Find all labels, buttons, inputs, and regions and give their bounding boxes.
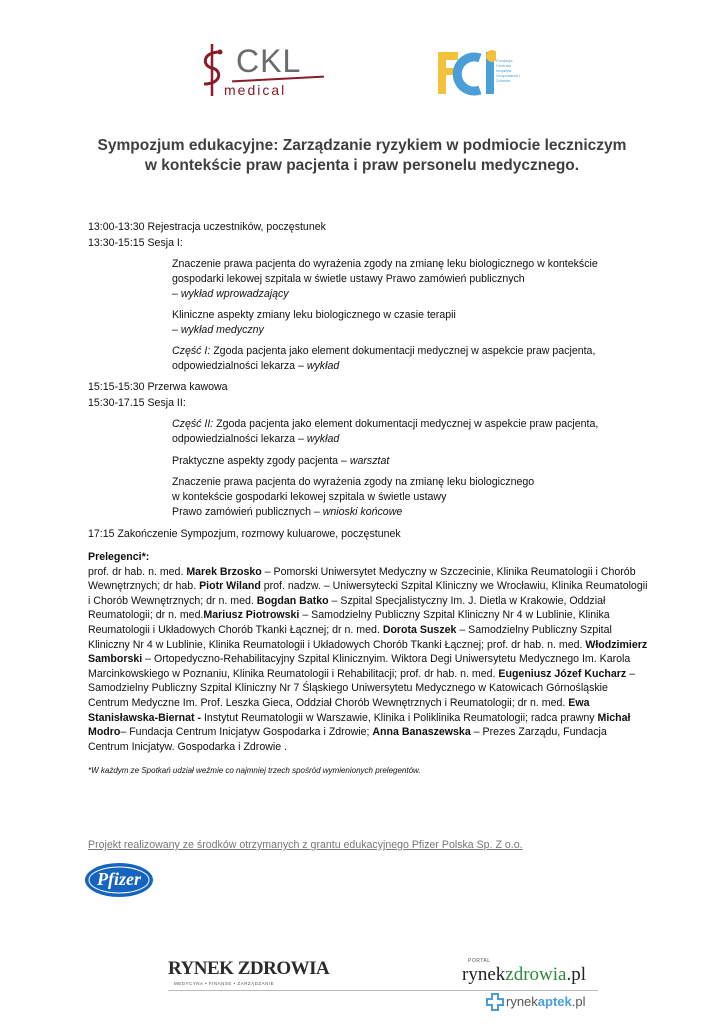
speaker-affiliation: – Samodzielny Publiczny Szpital Kliniczny Nr 7 Śląskiego Uniwersytetu Medycznego w Katowicach Górnośląskie Centrum Medyczne Im. Prof. Leszka Gieca, Oddział Chorób Wewnętrznych i Reumatologii; dr n. med. [88,667,636,709]
grant-info: Projekt realizowany ze środków otrzymanych z grantu edukacyjnego Pfizer Polska Sp. Z o.o. [88,839,523,851]
title-line-2: w kontekście praw pacjenta i praw personelu medycznego. [144,157,580,174]
rynek-zdrowia-logo [168,958,330,992]
speaker-affiliation: – Szpital Specjalistyczny Im. J. Dietla w Krakowie, Oddział Reumatologii; dr n. med. [88,594,606,622]
ckl-logo-text: CKL [236,43,302,79]
pfizer-logo [84,860,154,900]
s2-item3-line1: Znaczenie prawa pacjenta do wyrażenia zgody na zmianę leku biologicznego [172,476,535,488]
speaker-name: Piotr Wiland [199,580,261,593]
title-line-1: Sympozjum edukacyjne: Zarządzanie ryzykiem w podmiocie leczniczym [97,137,627,154]
s1-item3-line1: Część I: Zgoda pacjenta jako element dokumentacji medycznej w aspekcie praw pacjenta, [172,345,596,357]
speaker-name: Bogdan Batko [256,594,329,607]
speaker-affiliation: – Fundacja Centrum Inicjatyw Gospodarka i Zdrowie; [120,726,373,739]
agenda-registration: 13:00-13:30 Rejestracja uczestników, poczęstunek [88,221,326,233]
speaker-affiliation: – Samodzielny Publiczny Szpital Kliniczny Nr 4 w Lublinie, Klinika Reumatologii i Układowych Chorób Tkanki Łącznej; prof. dr hab. n. med. [88,623,612,651]
speakers-heading: Prelegenci*: [88,551,150,563]
speakers-body [88,565,648,755]
speaker-affiliation: prof. nadzw. – Uniwersytecki Szpital Kliniczny we Wrocławiu, Klinika Reumatologii i Chorób Wewnętrznych; dr n. med. [88,580,648,607]
ckl-logo-subtext: medical [224,82,287,98]
portal-wordmark: rynekzdrowia.pl [462,964,586,985]
agenda-break: 15:15-15:30 Przerwa kawowa [88,381,228,393]
footer-divider [168,990,598,991]
speakers-note: *W każdym ze Spotkań udział weźmie co najmniej trzech spośród wymienionych prelegentów. [88,766,421,775]
speaker-affiliation: – Ortopedyczno-Rehabilitacyjny Szpital Klinicznyim. Wiktora Degi Uniwersytetu Medycznego Im. Karola Marcinkowskiego w Poznaniu, Klinika Reumatologii i Rehabilitacji; prof. dr hab. n. med. [88,653,631,680]
speaker-affiliation: – Prezes Zarządu, Fundacja Centrum Inicjatyw. Gospodarka i Zdrowie . [88,726,607,753]
speaker-name: Włodzimierz Samborski [88,638,648,666]
speaker-affiliation: prof. dr hab. n. med. [88,565,187,578]
s2-item3-line3: Prawo zamówień publicznych – wnioski końcowe [172,506,403,518]
s1-item1-line2: gospodarki lekowej szpitala w świetle ustawy Prawo zamówień publicznych [172,273,525,285]
s1-item1-line1: Znaczenie prawa pacjenta do wyrażenia zgody na zmianę leku biologicznego w kontekście [172,258,598,270]
rynek-zdrowia-title: RYNEK ZDROWIA [168,958,330,979]
speaker-name: Michał Modro [88,711,631,739]
ckl-medical-logo [196,40,326,102]
fci-logo [436,48,522,100]
rynek-zdrowia-subtitle: MEDYCYNA • FINANSE • ZARZĄDZANIE [174,981,275,986]
speaker-affiliation: – Samodzielny Publiczny Szpital Kliniczny Nr 4 w Lublinie, Klinika Reumatologii i Układowych Chorób Tkanki Łącznej; dr n. med. [88,609,610,636]
agenda-closing: 17:15 Zakończenie Sympozjum, rozmowy kuluarowe, poczęstunek [88,528,401,540]
s2-item1-line1: Część II: Zgoda pacjenta jako element dokumentacji medycznej w aspekcie praw pacjenta, [172,418,599,430]
s1-item3-line2: odpowiedzialności lekarza – wykład [172,360,340,372]
fci-logo-text: Fundacja Centrum Inicjatyw Gospodarka i Zdrowie [496,58,520,83]
speaker-name: Ewa Stanisławska-Biernat - [88,696,590,724]
speaker-name: Dorota Suszek [382,623,457,636]
s1-item2-line2: – wykład medyczny [172,324,264,336]
speaker-affiliation: – Pomorski Uniwersytet Medyczny w Szczecinie, Klinika Reumatologii i Chorób Wewnętrznych; dr hab. [88,565,636,593]
s2-item2-line1: Praktyczne aspekty zgody pacjenta – warsztat [172,455,390,467]
agenda-session-2: 15:30-17.15 Sesja II: [88,397,186,409]
rynekaptek-logo [486,992,596,1014]
s1-item2-line1: Kliniczne aspekty zmiany leku biologicznego w czasie terapii [172,309,456,321]
s1-item1-line3: – wykład wprowadzający [172,288,289,300]
pharmacy-cross-icon [486,993,504,1011]
document-title [0,136,724,176]
fci-mark-icon [436,48,496,98]
speakers-section [88,550,648,754]
agenda-session-1: 13:30-15:15 Sesja I: [88,237,183,249]
speaker-name: Mariusz Piotrowski [203,609,300,622]
portal-label: PORTAL [468,958,491,964]
pfizer-logo-text: Pfizer [97,869,141,889]
portal-rynekzdrowia-logo [452,958,592,992]
speaker-affiliation: Instytut Reumatologii w Warszawie, Klinika i Poliklinika Reumatologii; radca prawny [201,711,598,724]
speaker-name: Eugeniusz Józef Kucharz [498,667,627,680]
rynekaptek-wordmark: rynekaptek.pl [506,994,586,1009]
speaker-name: Marek Brzosko [186,565,262,578]
s2-item3-line2: w kontekście gospodarki lekowej szpitala w świetle ustawy [172,491,447,503]
s2-item1-line2: odpowiedzialności lekarza – wykład [172,433,340,445]
speaker-name: Anna Banaszewska [372,726,471,739]
